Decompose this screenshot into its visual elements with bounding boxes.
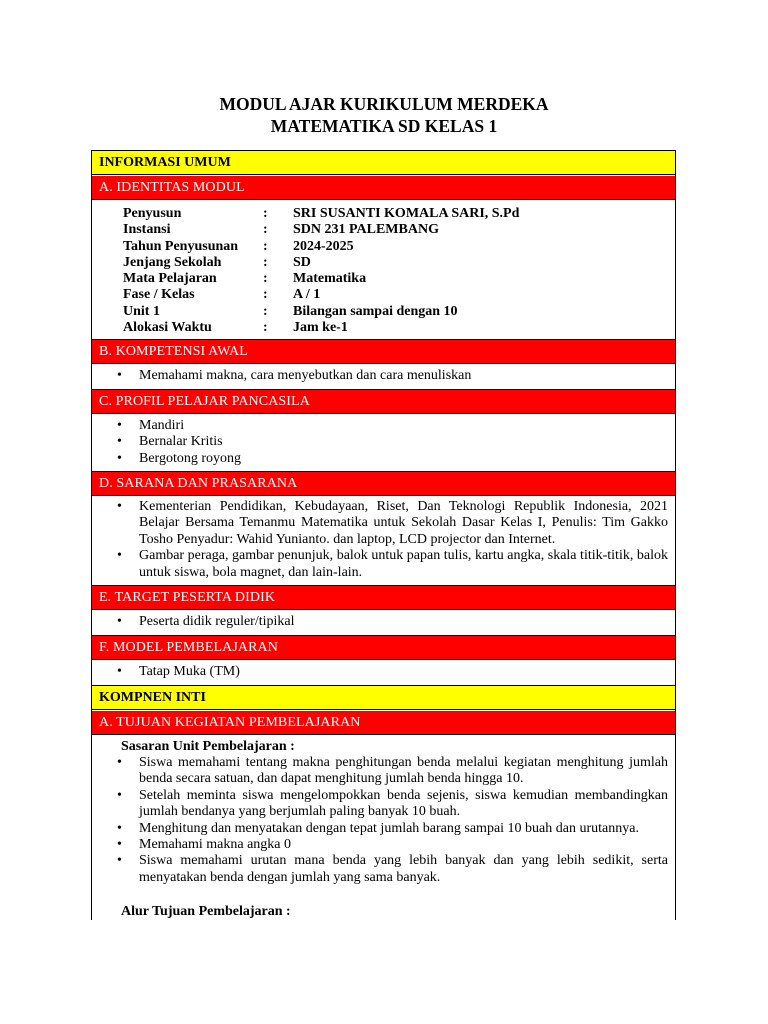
list-item: • Bernalar Kritis [114,434,668,450]
identitas-key: Tahun Penyusunan [123,238,239,254]
identitas-key: Mata Pelajaran [123,271,217,287]
profil-pancasila-list [114,418,668,467]
identitas-key: Jenjang Sekolah [123,254,222,270]
list-item: • Memahami makna, cara menyebutkan dan cara menuliskan [114,368,668,384]
list-item: • Tatap Muka (TM) [114,664,668,680]
identitas-colon: : [263,238,268,254]
identitas-key: Fase / Kelas [123,287,195,303]
kompnen-inti-header [92,686,675,710]
list-item: • Bergotong royong [114,451,668,467]
alur-tujuan-label: Alur Tujuan Pembelajaran : [121,904,291,919]
identitas-colon: : [263,271,268,287]
informasi-umum-label: INFORMASI UMUM [99,155,231,170]
profil-pancasila-cell [92,415,675,472]
model-pembelajaran-list [114,664,668,680]
sarana-cell [92,497,675,586]
target-peserta-cell [92,611,675,636]
identitas-value: SDN 231 PALEMBANG [293,222,439,238]
identitas-value: SD [293,254,311,270]
tujuan-kegiatan-header [92,711,675,735]
list-item: • Peserta didik reguler/tipikal [114,614,668,630]
list-item: • Memahami makna angka 0 [114,837,668,853]
sarana-header [92,472,675,496]
kompetensi-awal-header [92,340,675,364]
identitas-value: Bilangan sampai dengan 10 [293,303,458,319]
identitas-modul-cell [92,201,675,340]
title-line-2: MATEMATIKA SD KELAS 1 [270,116,498,136]
list-item: • Kementerian Pendidikan, Kebudayaan, Riset, Dan Teknologi Republik Indonesia, 2021 Belajar Bersama Temanmu Matematika untuk Sekolah Dasar Kelas I, Penulis: Tim Gakko Tosho Penyadur: Wahid Yunianto. dan laptop, LCD projector dan Internet. [114,499,668,548]
tujuan-kegiatan-cell [92,736,675,921]
list-item: • Siswa memahami tentang makna penghitungan benda melalui kegiatan menghitung jumlah benda secara satuan, dan dapat menghitung jumlah benda hingga 10. [114,755,668,788]
sarana-label: D. SARANA DAN PRASARANA [99,476,298,491]
identitas-colon: : [263,254,268,270]
list-item: • Mandiri [114,418,668,434]
informasi-umum-header [92,151,675,175]
target-peserta-label: E. TARGET PESERTA DIDIK [99,590,276,605]
sarana-list [114,499,668,581]
identitas-value: 2024-2025 [293,238,354,254]
target-peserta-list [114,614,668,630]
identitas-key: Alokasi Waktu [123,320,212,336]
profil-pancasila-header [92,390,675,414]
identitas-value: SRI SUSANTI KOMALA SARI, S.Pd [293,206,520,221]
identitas-value: A / 1 [293,287,321,303]
kompnen-inti-label: KOMPNEN INTI [99,690,206,705]
list-item: • Setelah meminta siswa mengelompokkan benda sejenis, siswa kemudian membandingkan jumlah bendanya yang berjumlah paling banyak 10 buah. [114,788,668,821]
title-line-1: MODUL AJAR KURIKULUM MERDEKA [219,94,549,114]
profil-pancasila-label: C. PROFIL PELAJAR PANCASILA [99,394,310,409]
list-item: • Menghitung dan menyatakan dengan tepat jumlah barang sampai 10 buah dan urutannya. [114,821,668,837]
identitas-value: Jam ke-1 [293,320,348,336]
model-pembelajaran-label: F. MODEL PEMBELAJARAN [99,640,278,655]
tujuan-kegiatan-label: A. TUJUAN KEGIATAN PEMBELAJARAN [99,715,361,730]
identitas-key: Instansi [123,222,171,238]
kompetensi-awal-list [114,368,668,384]
identitas-value: Matematika [293,271,367,287]
identitas-colon: : [263,320,268,336]
identitas-key: Unit 1 [123,303,160,319]
sasaran-unit-label: Sasaran Unit Pembelajaran : [121,739,295,754]
model-pembelajaran-cell [92,661,675,686]
sasaran-unit-list [114,755,668,886]
identitas-colon: : [263,303,268,319]
target-peserta-header [92,586,675,610]
identitas-colon: : [263,287,268,303]
kompetensi-awal-cell [92,365,675,390]
identitas-key: Penyusun [123,206,182,221]
document-title [0,93,768,137]
identitas-colon: : [263,222,268,238]
module-table [91,150,676,920]
model-pembelajaran-header [92,636,675,660]
kompetensi-awal-label: B. KOMPETENSI AWAL [99,344,248,359]
list-item: • Gambar peraga, gambar penunjuk, balok untuk papan tulis, kartu angka, skala titik-titik, balok untuk siswa, bola magnet, dan lain-lain. [114,548,668,581]
identitas-modul-header [92,176,675,200]
identitas-modul-label: A. IDENTITAS MODUL [99,180,245,195]
identitas-colon: : [263,206,268,221]
list-item: • Siswa memahami urutan mana benda yang lebih banyak dan yang lebih sedikit, serta menyatakan benda dengan jumlah yang sama banyak. [114,853,668,886]
